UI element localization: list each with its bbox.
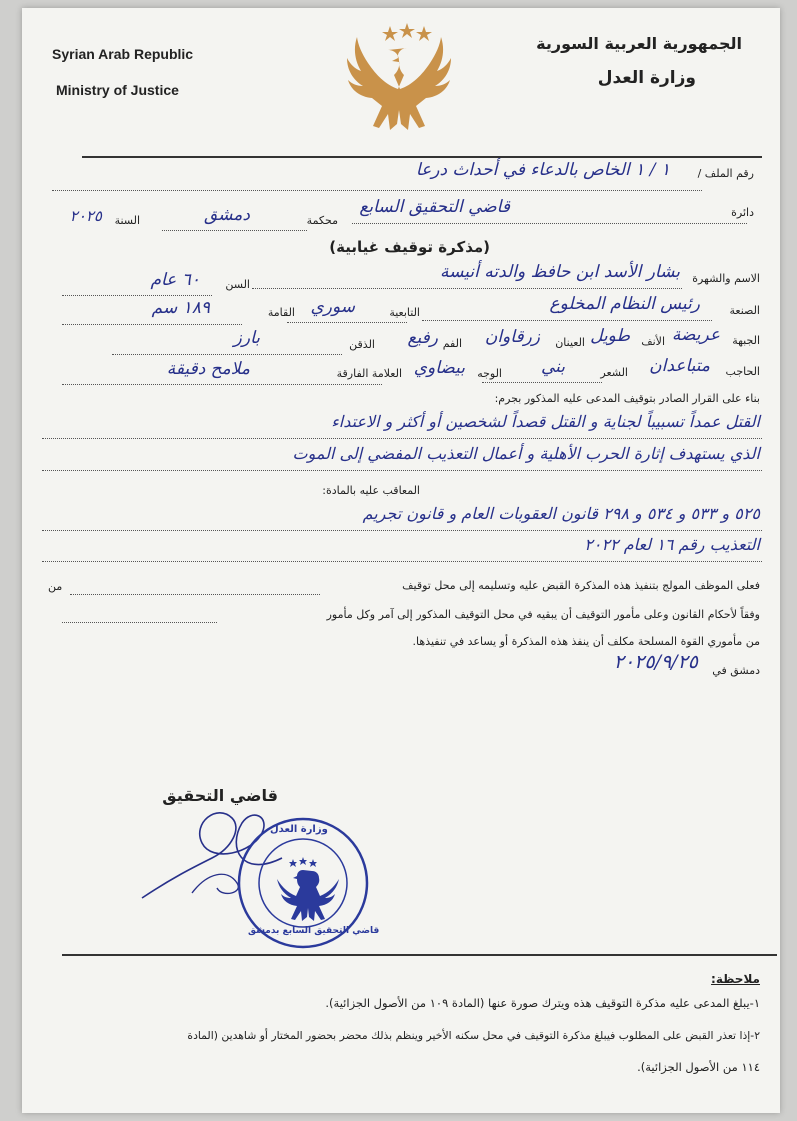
order-line-1: فعلى الموظف المولج بتنفيذ هذه المذكرة القبض عليه وتسليمه إلى محل توقيف <box>402 579 760 592</box>
department-label: دائرة <box>731 206 754 219</box>
profession-label: الصنعة <box>729 304 760 317</box>
hair-label: الشعر <box>600 366 628 379</box>
file-no-value: ١ / ١ الخاص بالدعاء في أحداث درعا <box>415 160 670 180</box>
file-no-line <box>52 190 702 191</box>
height-label: القامة <box>267 306 295 319</box>
document-title: (مذكرة توقيف غيابية) <box>329 238 490 256</box>
nationality-line <box>287 322 407 323</box>
article-text-1: ٥٢٥ و ٥٣٣ و ٥٣٤ و ٢٩٨ قانون العقوبات العام و قانون تجريم <box>362 504 760 523</box>
eyes-label: العينان <box>555 336 585 349</box>
date-label: دمشق في <box>712 664 760 677</box>
date-value: ٢٠٢٥/٩/٢٥ <box>613 651 698 673</box>
from-label: من <box>48 580 63 593</box>
country-name-en: Syrian Arab Republic <box>52 46 194 62</box>
header-divider <box>82 156 762 158</box>
ministry-name-en: Ministry of Justice <box>56 82 179 98</box>
from-line <box>70 594 320 595</box>
year-value: ٢٠٢٥ <box>69 207 102 225</box>
height-value: ١٨٩ سم <box>151 298 210 318</box>
face-label: الوجه <box>477 367 502 380</box>
forehead-value: عريضة <box>671 325 720 345</box>
order-line-2-dots <box>62 622 217 623</box>
note-1: ١-يبلغ المدعى عليه مذكرة التوقيف هذه ويترك صورة عنها (المادة ١٠٩ من الأصول الجزائية). <box>325 996 760 1010</box>
file-no-label: رقم الملف / <box>697 167 754 180</box>
article-text-2: التعذيب رقم ١٦ لعام ٢٠٢٢ <box>584 535 760 554</box>
crime-line-2 <box>42 470 762 471</box>
profession-value: رئيس النظام المخلوع <box>549 294 700 314</box>
face-value: بيضاوي <box>413 358 465 378</box>
order-line-2: وفقاً لأحكام القانون وعلى مأمور التوقيف أن يبقيه في محل التوقيف المذكور إلى آمر وكل مأمور <box>326 608 760 621</box>
court-label: محكمة <box>306 214 338 227</box>
eyes-value: زرقاوان <box>484 327 540 347</box>
year-label: السنة <box>114 214 140 227</box>
notes-divider <box>62 954 777 956</box>
age-label: السن <box>225 278 250 291</box>
brows-value: متباعدان <box>649 356 710 376</box>
court-line <box>162 230 307 231</box>
profession-line <box>422 320 712 321</box>
nose-label: الأنف <box>641 335 665 348</box>
name-value: بشار الأسد ابن حافظ والدته أنيسة <box>440 262 680 282</box>
mouth-value: رفيع <box>407 328 438 348</box>
note-2a: ٢-إذا تعذر القبض على المطلوب فيبلغ مذكرة التوقيف في محل سكنه الأخير وينظم بذلك محضر بحضور المختار أو شاهدين (المادة <box>187 1029 760 1042</box>
article-line-2 <box>42 561 762 562</box>
name-line <box>252 288 682 289</box>
country-name-ar: الجمهورية العربية السورية <box>536 34 742 53</box>
age-line <box>62 295 212 296</box>
mouth-label: الفم <box>442 337 462 350</box>
crime-text-2: الذي يستهدف إثارة الحرب الأهلية و أعمال التعذيب المفضي إلى الموت <box>292 444 760 463</box>
chin-label: الذقن <box>349 338 375 351</box>
chin-line <box>112 354 342 355</box>
nationality-label: التابعية <box>389 306 420 319</box>
brows-label: الحاجب <box>725 365 760 378</box>
article-line-1 <box>42 530 762 531</box>
order-line-3: من مأموري القوة المسلحة مكلف أن ينفذ هذه المذكرة أو يساعد في تنفيذها. <box>412 635 760 648</box>
height-line <box>62 324 242 325</box>
stamp-bottom-text: قاضي التحقيق السابع بدمشق <box>248 926 380 936</box>
article-label: المعاقب عليه بالمادة: <box>322 484 420 497</box>
crime-text-1: القتل عمداً تسبيباً لجناية و القتل قصداً لشخصين أو أكثر و الاعتداء <box>331 412 760 431</box>
chin-value: بارز <box>233 328 260 348</box>
stamp-top-text: وزارة العدل <box>270 824 328 835</box>
nose-value: طويل <box>590 326 630 346</box>
name-label: الاسم والشهرة <box>692 272 760 285</box>
crime-line-1 <box>42 438 762 439</box>
department-line <box>352 223 747 224</box>
document-page <box>22 8 780 1113</box>
eagle-emblem-icon <box>332 22 482 152</box>
forehead-label: الجبهة <box>732 334 760 347</box>
note-2b: ١١٤ من الأصول الجزائية). <box>637 1060 760 1074</box>
nationality-value: سوري <box>310 297 355 317</box>
court-value: دمشق <box>203 205 250 225</box>
ministry-name-ar: وزارة العدل <box>597 68 696 88</box>
marks-line <box>62 384 382 385</box>
judge-title: قاضي التحقيق <box>162 786 278 805</box>
hair-value: بني <box>540 357 565 377</box>
marks-label: العلامة الفارقة <box>336 367 402 380</box>
crime-intro: بناء على القرار الصادر بتوقيف المدعى عليه المذكور بجرم: <box>494 392 760 405</box>
age-value: ٦٠ عام <box>150 270 200 290</box>
marks-value: ملامح دقيقة <box>166 359 250 379</box>
hair-line <box>482 382 602 383</box>
department-value: قاضي التحقيق السابع <box>359 197 510 217</box>
notes-heading: ملاحظة: <box>711 972 760 986</box>
